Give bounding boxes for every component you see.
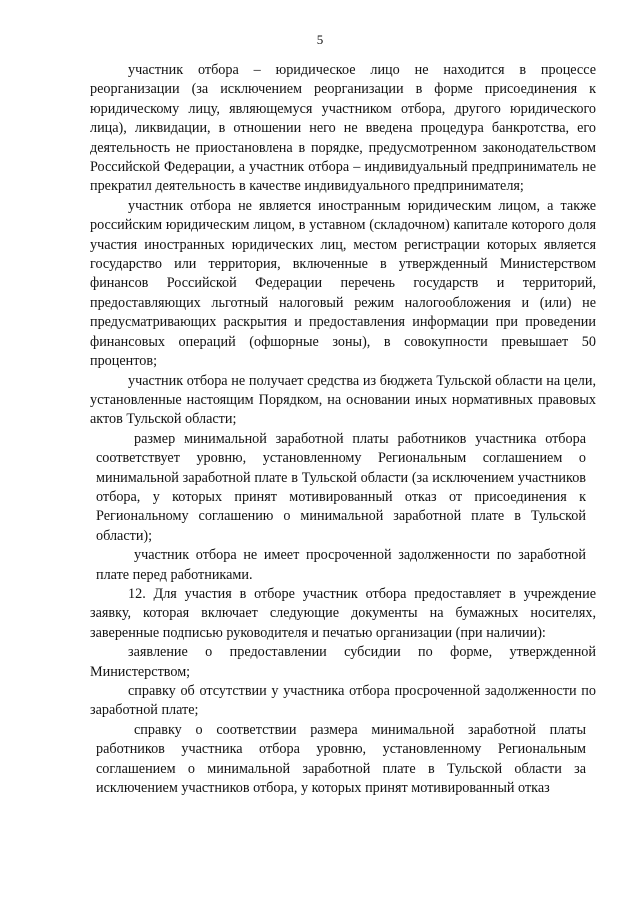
- paragraph: участник отбора не является иностранным юридическим лицом, а также российским юридическим лицом, в уставном (складочном) капитале которого доля участия иностранных юридических лиц, местом регистрации которых является государство или территория, включенные в утвержденный Министерством финансов Российской Федерации перечень государств и территорий, предоставляющих льготный налоговый режим налогообложения и (или) не предусматривающих раскрытия и предоставления информации при проведении финансовых операций (офшорные зоны), в совокупности превышает 50 процентов;: [90, 197, 596, 370]
- paragraph: участник отбора не получает средства из бюджета Тульской области на цели, установленные настоящим Порядком, на основании иных нормативных правовых актов Тульской области;: [90, 372, 596, 428]
- page-number: 5: [316, 32, 324, 47]
- paragraph: участник отбора не имеет просроченной задолженности по заработной плате перед работниками.: [96, 547, 586, 583]
- paragraph: справку об отсутствии у участника отбора просроченной задолженности по заработной плате;: [90, 683, 596, 719]
- paragraph: участник отбора – юридическое лицо не находится в процессе реорганизации (за исключением реорганизации в форме присоединения к юридическому лицу, являющемуся участником отбора, другого юридического лица), ликвидации, в отношении него не введена процедура банкротства, его деятельность не приостановлена в порядке, предусмотренном законодательством Российской Федерации, а участник отбора – индивидуальный предприниматель не прекратил деятельность в качестве индивидуального предпринимателя;: [90, 62, 596, 195]
- paragraph: размер минимальной заработной платы работников участника отбора соответствует уровню, установленному Региональным соглашением о минимальной заработной плате в Тульской области (за исключением участников отбора, у которых принят мотивированный отказ от присоединения к Региональному соглашению о минимальной заработной плате в Тульской области);: [96, 430, 586, 544]
- paragraph: справку о соответствии размера минимальной заработной платы работников участника отбора уровню, установленному Региональным соглашением о минимальной заработной плате в Тульской области за исключением участников отбора, у которых принят мотивированный отказ: [96, 721, 586, 797]
- paragraph: заявление о предоставлении субсидии по форме, утвержденной Министерством;: [90, 644, 596, 680]
- document-body: [90, 61, 596, 798]
- paragraph: 12. Для участия в отборе участник отбора предоставляет в учреждение заявку, которая включает следующие документы на бумажных носителях, заверенные подписью руководителя и печатью организации (при наличии):: [90, 585, 596, 641]
